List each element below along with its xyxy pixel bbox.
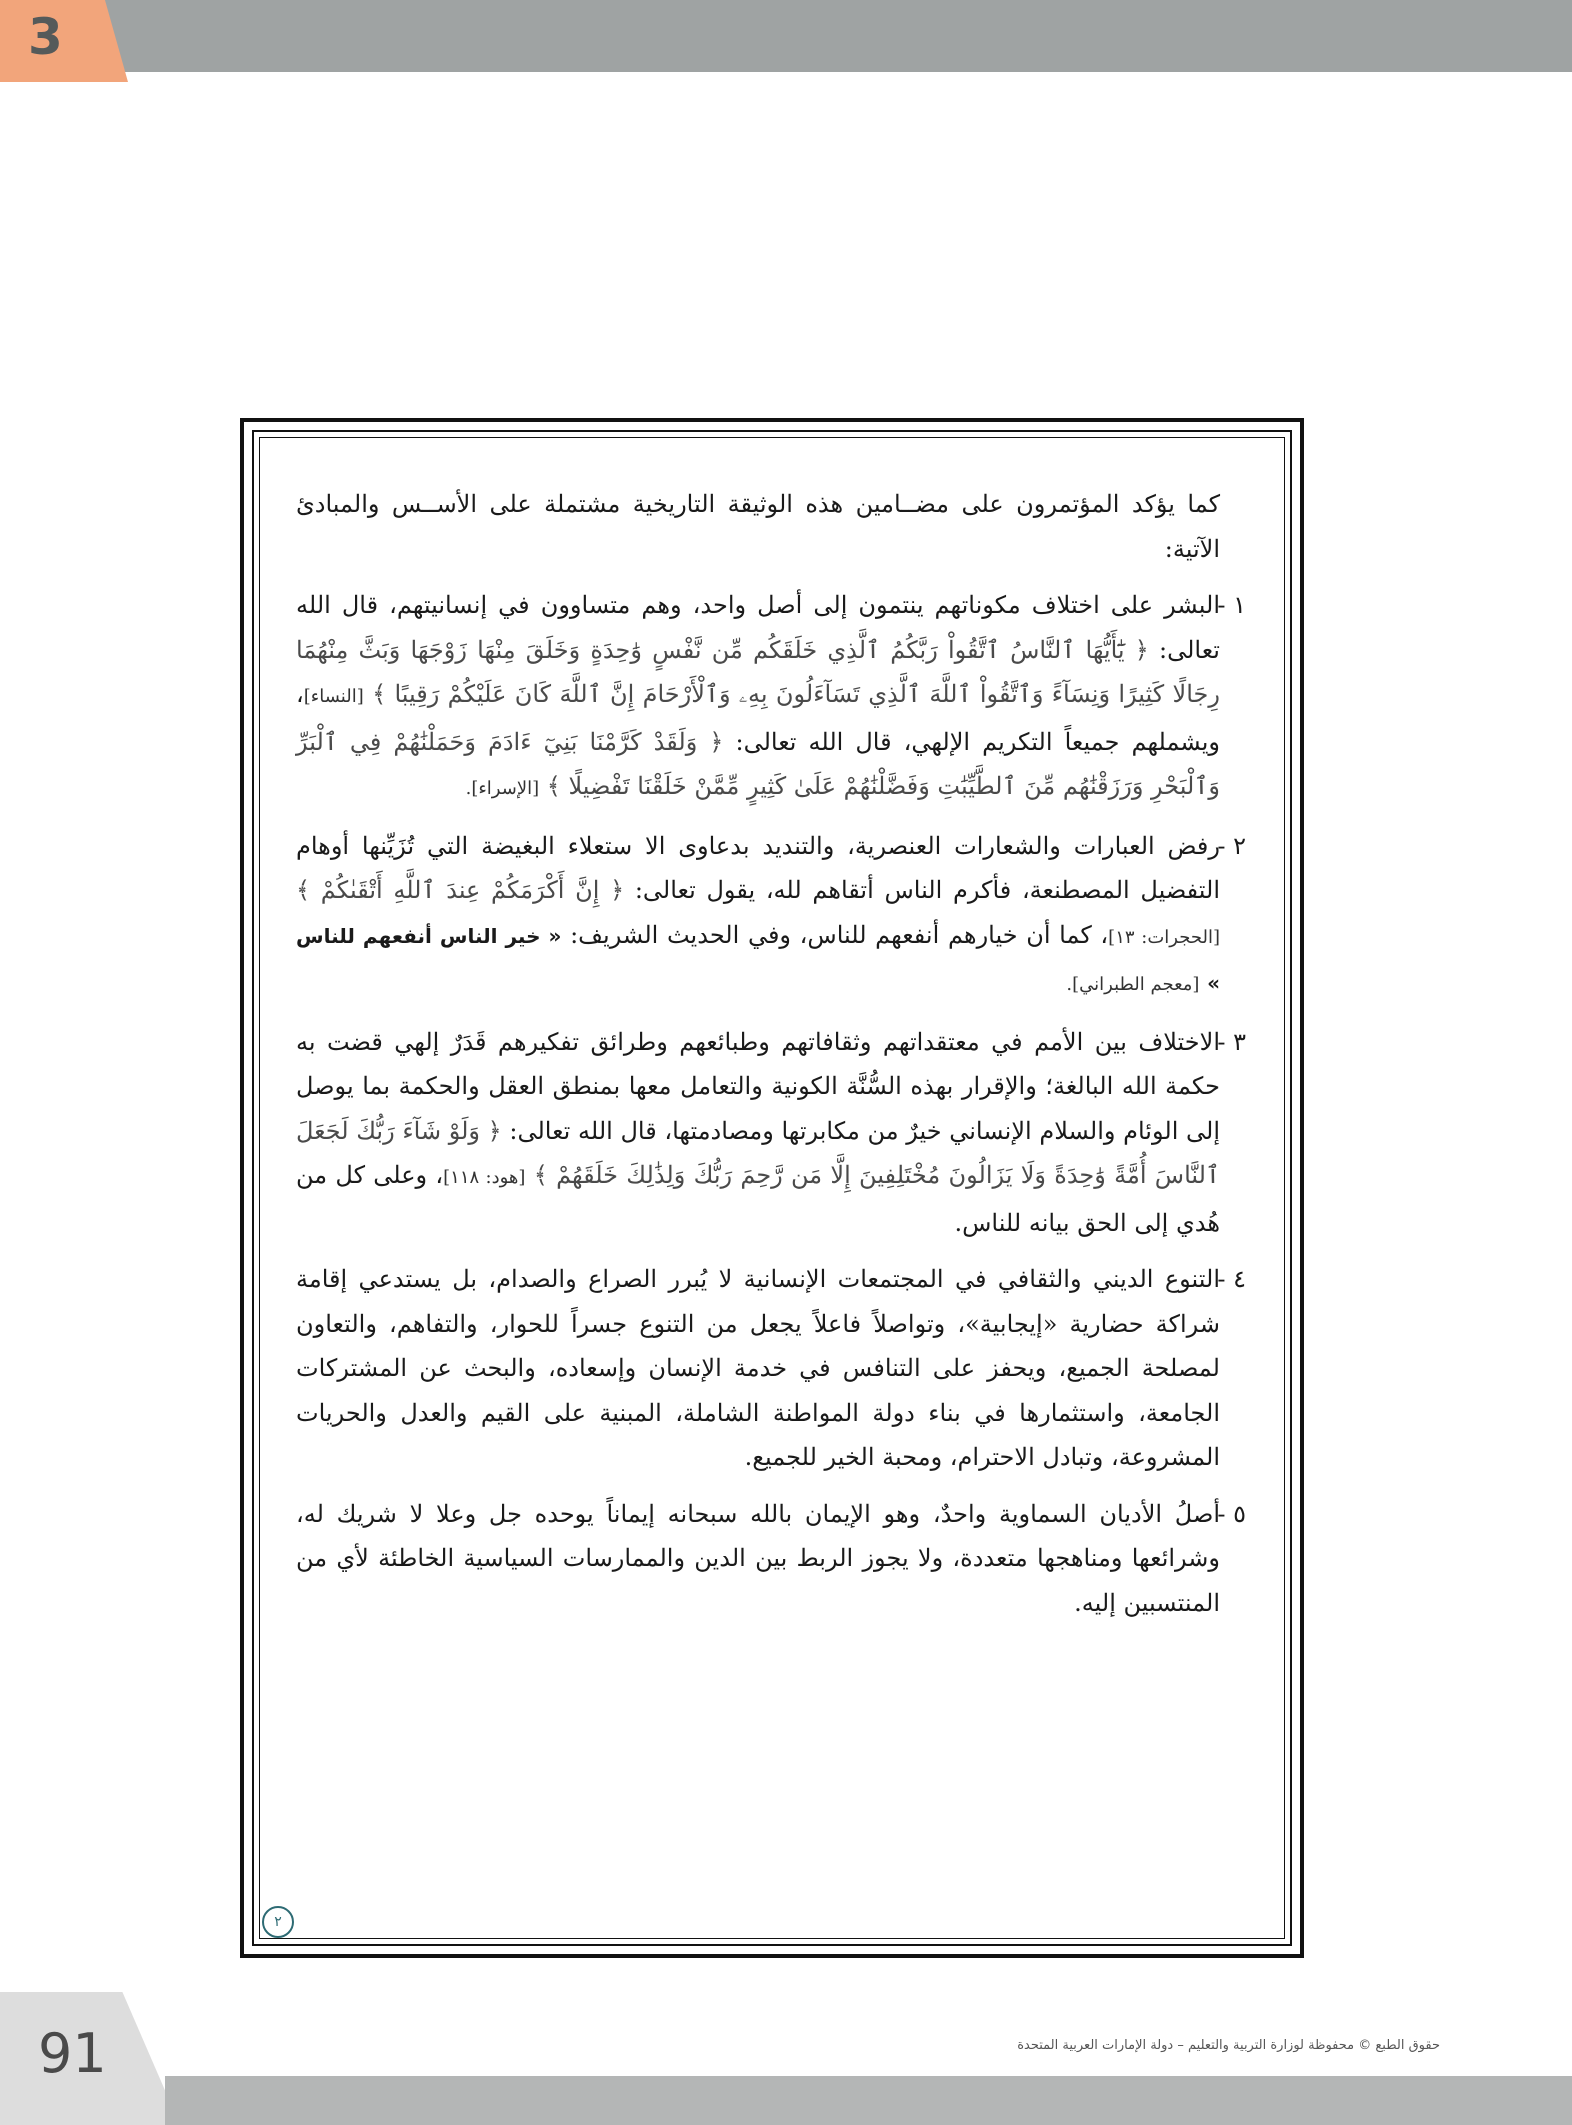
quran-verse: ﴿ إِنَّ أَكْرَمَكُمْ عِندَ ٱللَّهِ أَتْقَىٰكُمْ ﴾ [296, 876, 625, 904]
verse-reference: [الحجرات: ١٣] [1108, 926, 1220, 948]
item-body-continued: ، ويشملهم جميعاً التكريم الإلهي، قال الله تعالى: [296, 680, 1221, 756]
item-number: ١ - [1217, 591, 1246, 619]
copyright-notice: حقوق الطبع © محفوظة لوزارة التربية والتعليم – دولة الإمارات العربية المتحدة [1017, 2038, 1440, 2053]
hadith-reference: [معجم الطبراني]. [1066, 974, 1200, 995]
list-item-1 [296, 583, 1246, 812]
item-body-continued: ، وعلى كل من هُدي إلى الحق بيانه للناس. [296, 1161, 1220, 1237]
page-ornament-icon [262, 1906, 294, 1938]
verse-reference-2: [الإسراء]. [465, 778, 540, 799]
item-text [296, 1020, 1220, 1246]
item-body: التنوع الديني والثقافي في المجتمعات الإنسانية لا يُبرر الصراع والصدام، بل يستدعي إقامة شراكة حضارية «إيجابية»، وتواصلاً فاعلاً يجعل من التنوع جسراً للحوار، والتفاهم، والتعاون لمصلحة الجميع، ويحفز على التنافس في خدمة الإنسان وإسعاده، والبحث عن المشتركات الجامعة، واستثمارها في بناء دولة المواطنة الشاملة، المبنية على القيم والعدل والحريات المشروعة، وتبادل الاحترام، ومحبة الخير للجميع. [296, 1265, 1220, 1471]
quran-verse: ﴿ وَلَوْ شَآءَ رَبُّكَ لَجَعَلَ ٱلنَّاسَ أُمَّةً وَٰحِدَةً وَلَا يَزَالُونَ مُخْتَلِفِينَ إِلَّا مَن رَّحِمَ رَبُّكَ وَلِذَٰلِكَ خَلَقَهُمْ ﴾ [296, 1116, 1220, 1189]
item-body-continued: ، كما أن خيارهم أنفعهم للناس، وفي الحديث الشريف: [570, 920, 1109, 949]
chapter-number: 3 [28, 8, 63, 66]
quran-verse-2: ﴿ وَلَقَدْ كَرَّمْنَا بَنِيٓ ءَادَمَ وَحَمَلْنَٰهُمْ فِي ٱلْبَرِّ وَٱلْبَحْرِ وَرَزَقْنَٰهُم مِّنَ ٱلطَّيِّبَٰتِ وَفَضَّلْنَٰهُمْ عَلَىٰ كَثِيرٍ مِّمَّنْ خَلَقْنَا تَفْضِيلًا ﴾ [296, 727, 1220, 800]
item-text [296, 824, 1220, 1008]
list-item-5 [296, 1492, 1246, 1626]
list-item-2 [296, 824, 1246, 1008]
list-item-3 [296, 1020, 1246, 1246]
item-body: الاختلاف بين الأمم في معتقداتهم وثقافاتهم وطبائعهم وطرائق تفكيرهم قَدَرٌ إلهي قضت به حكمة الله البالغة؛ والإقرار بهذه السُّنَّة الكونية والتعامل معها بمنطق العقل والحكمة بما يوصل إلى الوئام والسلام الإنساني خيرٌ من مكابرتها ومصادمتها، قال الله تعالى: [296, 1027, 1221, 1145]
item-body: البشر على اختلاف مكوناتهم ينتمون إلى أصل واحد، وهم متساوون في إنسانيتهم، قال الله تعالى: [296, 591, 1220, 664]
item-text [296, 583, 1220, 812]
page-number: 91 [38, 2022, 107, 2085]
verse-reference: [النساء] [303, 686, 364, 707]
item-body: رفض العبارات والشعارات العنصرية، والتنديد بدعاوى الا ستعلاء البغيضة التي تُزَيِّنها أوهام التفضيل المصطنعة، فأكرم الناس أتقاهم لله، يقول تعالى: [296, 831, 1220, 904]
item-number: ٢ - [1217, 831, 1246, 860]
item-number: ٤ - [1217, 1265, 1246, 1293]
item-number: ٥ - [1217, 1499, 1246, 1528]
frame-page-number: ٢ [274, 1914, 282, 1930]
text-frame [240, 418, 1304, 1958]
frame-content [296, 482, 1246, 1637]
list-item-4 [296, 1257, 1246, 1480]
intro-paragraph: كما يؤكد المؤتمرون على مضــامين هذه الوثيقة التاريخية مشتملة على الأســس والمبادئ الآتية: [296, 490, 1220, 563]
item-body: أصلُ الأديان السماوية واحدٌ، وهو الإيمان بالله سبحانه إيماناً يوحده جل وعلا لا شريك له، وشرائعها ومناهجها متعددة، ولا يجوز الربط بين الدين والممارسات السياسية الخاطئة لأي من المنتسبين إليه. [296, 1499, 1220, 1617]
verse-reference: [هود: ١١٨] [443, 1167, 526, 1188]
quran-verse: ﴿ يَٰٓأَيُّهَا ٱلنَّاسُ ٱتَّقُواْ رَبَّكُمُ ٱلَّذِي خَلَقَكُم مِّن نَّفْسٍ وَٰحِدَةٍ وَخَلَقَ مِنْهَا زَوْجَهَا وَبَثَّ مِنْهُمَا رِجَالًا كَثِيرًا وَنِسَآءً وَٱتَّقُواْ ٱللَّهَ ٱلَّذِي تَسَآءَلُونَ بِهِۦ وَٱلْأَرْحَامَ إِنَّ ٱللَّهَ كَانَ عَلَيْكُمْ رَقِيبًا ﴾ [296, 635, 1220, 708]
item-number: ٣ - [1217, 1027, 1246, 1056]
hadith-quote: « خير الناس أنفعهم للناس » [296, 923, 1220, 995]
bottom-bar [165, 2076, 1572, 2125]
top-bar [0, 0, 1572, 72]
